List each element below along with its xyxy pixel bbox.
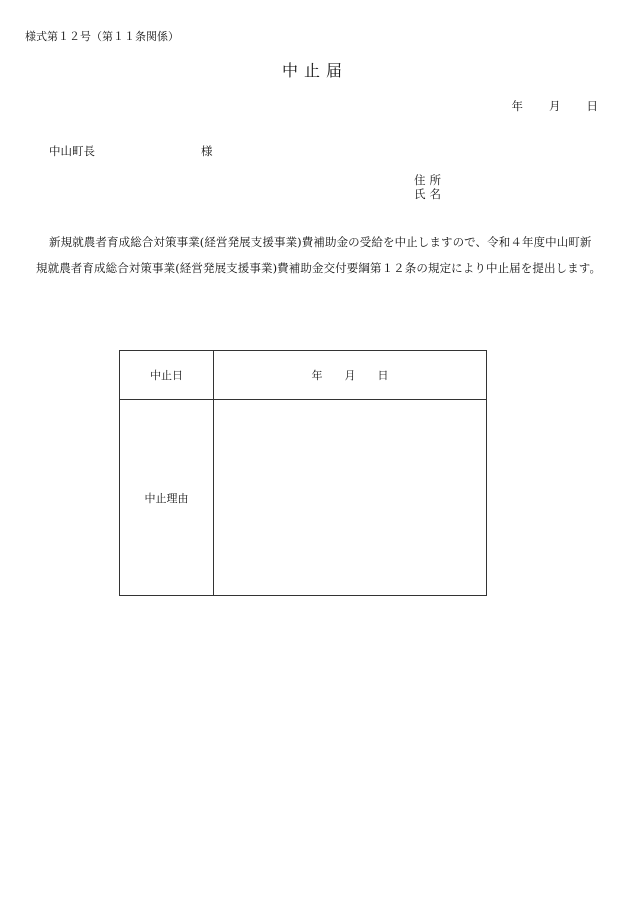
applicant-address-label: 住所 bbox=[414, 173, 445, 187]
addressee-honorific: 様 bbox=[201, 144, 213, 158]
submission-date bbox=[512, 98, 599, 114]
form-number: 様式第１２号（第１１条関係） bbox=[25, 30, 179, 43]
cancel-day-label: 日 bbox=[377, 369, 389, 382]
date-year-label: 年 bbox=[511, 99, 523, 113]
addressee-name: 中山町長 bbox=[49, 144, 95, 158]
cancellation-date-field[interactable] bbox=[214, 351, 487, 400]
applicant-name-label: 氏名 bbox=[414, 187, 445, 201]
cancel-month-label: 月 bbox=[344, 369, 356, 382]
cancellation-table bbox=[119, 350, 487, 596]
body-paragraph: 新規就農者育成総合対策事業(経営発展支援事業)費補助金の受給を中止しますので、令和４年度中山町新規就農者育成総合対策事業(経営発展支援事業)費補助金交付要綱第１２条の規定により中止届を提出します。 bbox=[36, 235, 602, 275]
cancellation-date-label: 中止日 bbox=[120, 351, 214, 400]
cancel-year-label: 年 bbox=[311, 369, 323, 382]
date-month-label: 月 bbox=[549, 99, 561, 113]
page-title: 中止届 bbox=[281, 61, 348, 80]
table-row bbox=[120, 351, 487, 400]
table-row bbox=[120, 400, 487, 596]
cancellation-reason-label: 中止理由 bbox=[120, 400, 214, 596]
date-day-label: 日 bbox=[586, 99, 598, 113]
cancellation-reason-field[interactable] bbox=[214, 400, 487, 596]
